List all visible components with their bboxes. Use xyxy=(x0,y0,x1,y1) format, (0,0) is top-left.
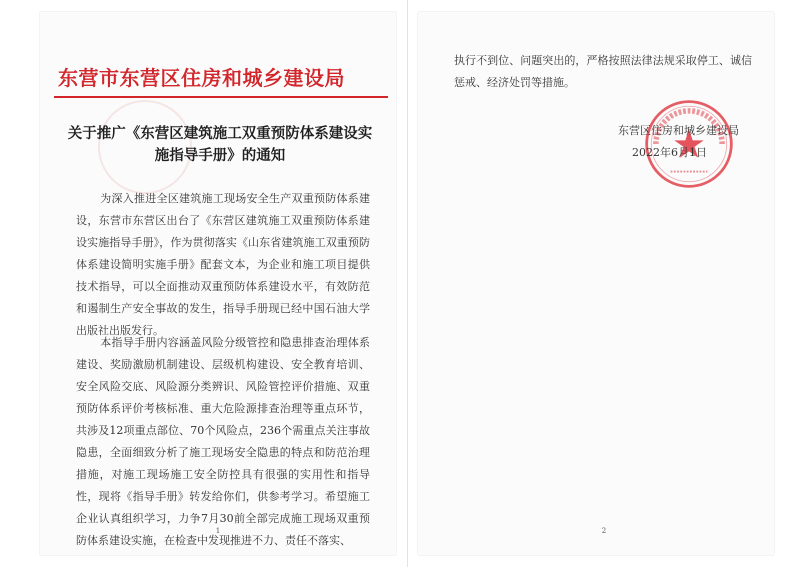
document-page-2 xyxy=(418,12,774,555)
body-paragraph-1 xyxy=(76,188,370,342)
header-divider xyxy=(54,96,388,98)
page-number: 2 xyxy=(601,527,607,535)
body-paragraph-2 xyxy=(76,332,370,552)
signature-date: 2022年6月1日 xyxy=(632,146,707,159)
signature-block xyxy=(618,120,768,164)
signature-org: 东营区住房和城乡建设局 xyxy=(618,124,739,137)
org-header: 东营市东营区住房和城乡建设局 xyxy=(58,66,345,90)
document-title: 关于推广《东营区建筑施工双重预防体系建设实施指导手册》的通知 xyxy=(67,125,373,164)
paragraph-text: 本指导手册内容涵盖风险分级管控和隐患排查治理体系建设、奖励激励机制建设、层级机构建设、安全教育培训、安全风险交底、风险源分类辨识、风险管控评价措施、双重预防体系评价考核标准、重大危险源排查治理等重点环节，共涉及12项重点部位、70个风险点，236个需重点关注事故隐患，全面细致分析了施工现场安全隐患的特点和防范治理措施，对施工现场施工安全防控具有很强的实用性和指导性，现将《指导手册》转发给你们，供参考学习。希望施工企业认真组织学习，力争7月30前全部完成施工现场双重预防体系建设实施，在检查中发现推进不力、责任不落实、 xyxy=(76,336,370,547)
document-page-1 xyxy=(40,12,396,555)
page-gap-line xyxy=(407,0,408,567)
page-number: 1 xyxy=(215,527,221,535)
body-paragraph-3: 执行不到位、问题突出的，严格按照法律法规采取停工、诚信惩戒、经济处罚等措施。 xyxy=(454,54,752,89)
paragraph-text: 为深入推进全区建筑施工现场安全生产双重预防体系建设，东营市东营区出台了《东营区建筑施工双重预防体系建设实施指导手册》，作为贯彻落实《山东省建筑施工双重预防体系建设简明实施手册》配套文本，为企业和施工项目提供技术指导，可以全面推动双重预防体系建设水平，有效防范和遏制生产安全事故的发生，指导手册现已经中国石油大学出版社出版发行。 xyxy=(76,192,370,337)
